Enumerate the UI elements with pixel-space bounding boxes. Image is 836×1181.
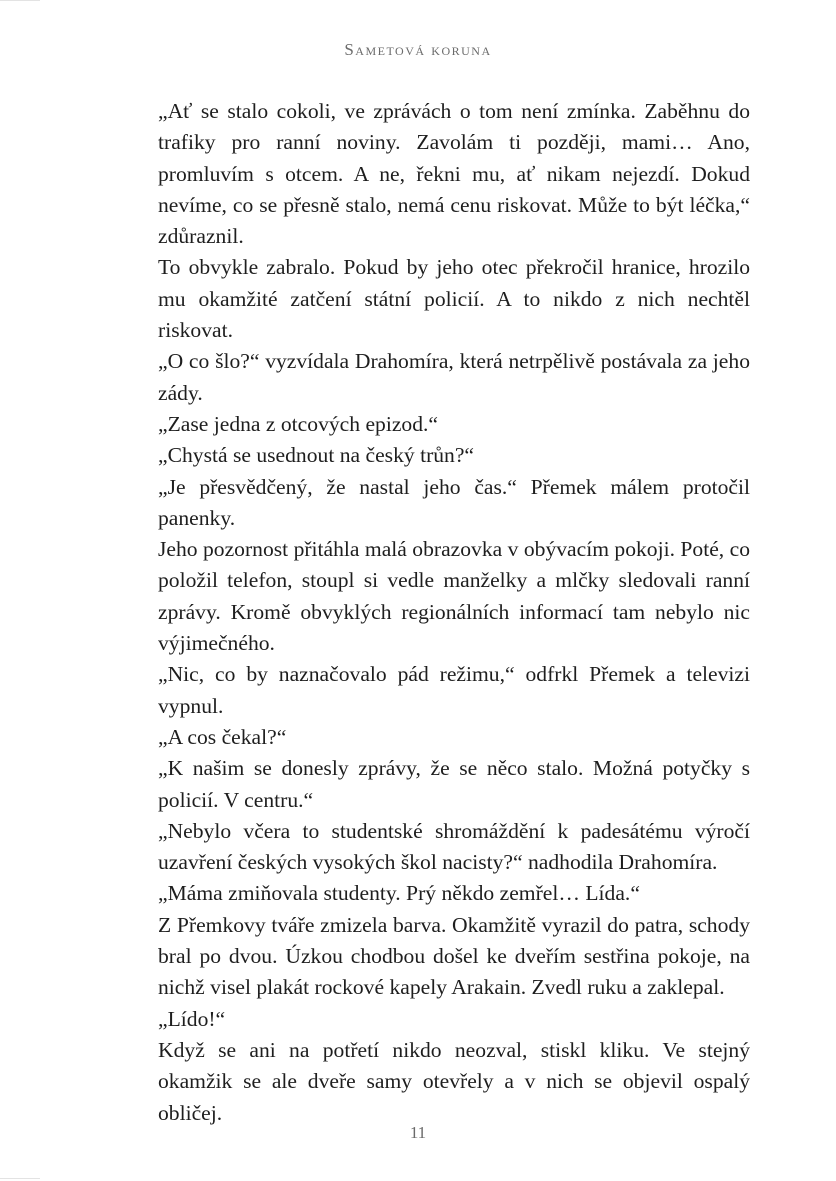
paragraph: „Nebylo včera to studentské shromáždění k padesátému výročí uzavření českých vysokých škol nacisty?“ nadhodila Drahomíra.	[158, 818, 750, 875]
page-number: 11	[409, 1123, 427, 1142]
running-header: Sametová koruna	[344, 40, 492, 59]
paragraph: „O co šlo?“ vyzvídala Drahomíra, která netrpělivě postávala za jeho zády.	[158, 349, 750, 405]
paragraph: To obvykle zabralo. Pokud by jeho otec překročil hranice, hrozilo mu okamžité zatčení státní policií. A to nikdo z nich nechtěl riskovat.	[158, 255, 750, 343]
paragraph: „A cos čekal?“	[158, 724, 287, 749]
paragraph: „K našim se donesly zprávy, že se něco stalo. Možná potyčky s policií. V centru.“	[158, 756, 750, 812]
paragraph: „Chystá se usednout na český trůn?“	[158, 443, 475, 468]
paragraph: „Zase jedna z otcových epizod.“	[158, 411, 438, 436]
paragraph: Když se ani na potřetí nikdo neozval, stiskl kliku. Ve stejný okamžik se ale dveře samy otevřely a v nich se objevil ospalý obličej.	[158, 1037, 750, 1125]
crop-mark-bottom-left	[0, 1178, 40, 1179]
paragraph: „Máma zmiňovala studenty. Prý někdo zemřel… Lída.“	[158, 881, 640, 906]
body-text	[158, 96, 750, 1129]
paragraph: „Ať se stalo cokoli, ve zprávách o tom není zmínka. Zaběhnu do trafiky pro ranní noviny. Zavolám ti později, mami… Ano, promluvím s otcem. A ne, řekni mu, ať nikam nejezdí. Dokud nevíme, co se přesně stalo, nemá cenu riskovat. Může to být léčka,“ zdůraznil.	[158, 99, 750, 249]
paragraph: Z Přemkovy tváře zmizela barva. Okamžitě vyrazil do patra, schody bral po dvou. Úzkou chodbou došel ke dveřím sestřina pokoje, na nichž visel plakát rockové kapely Arakain. Zvedl ruku a zaklepal.	[158, 912, 750, 1000]
paragraph: „Je přesvědčený, že nastal jeho čas.“ Přemek málem protočil panenky.	[158, 474, 750, 530]
paragraph: „Lído!“	[158, 1006, 226, 1031]
crop-mark-top-left	[0, 0, 40, 1]
paragraph: „Nic, co by naznačovalo pád režimu,“ odfrkl Přemek a televizi vypnul.	[158, 662, 750, 718]
paragraph: Jeho pozornost přitáhla malá obrazovka v obývacím pokoji. Poté, co položil telefon, stoupl si vedle manželky a mlčky sledovali ranní zprávy. Kromě obvyklých regionálních informací tam nebylo nic výjimečného.	[158, 537, 750, 656]
